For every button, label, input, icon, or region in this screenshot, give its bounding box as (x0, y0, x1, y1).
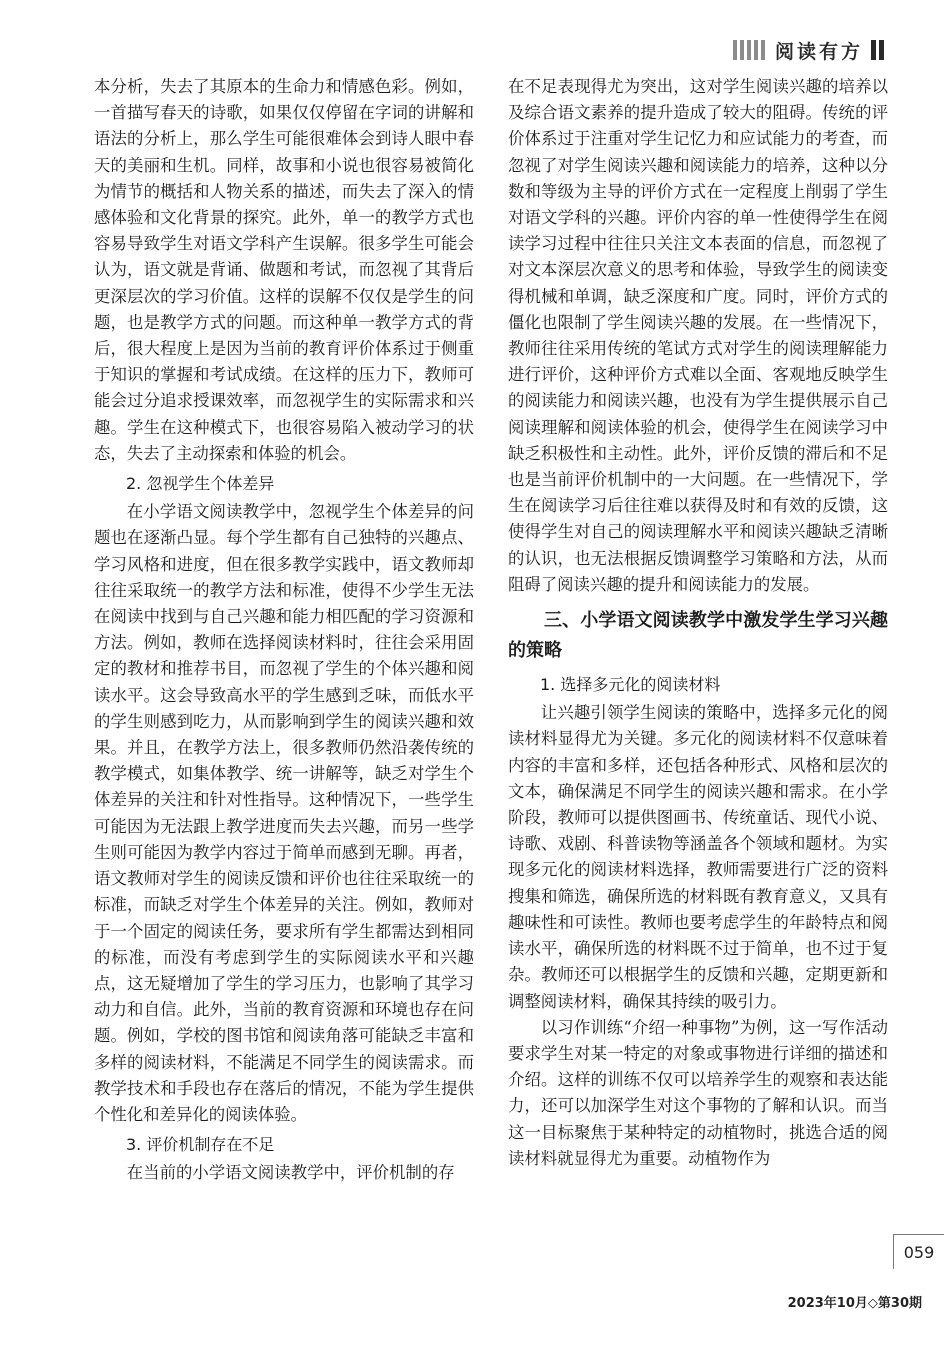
issue-info: 2023年10月◇第30期 (787, 1296, 922, 1311)
section-heading-strategies: 三、小学语文阅读教学中激发学生学习兴趣的策略 (508, 610, 888, 662)
paragraph: 让兴趣引领学生阅读的策略中，选择多元化的阅读材料显得尤为关键。多元化的阅读材料不仅意味着内容的丰富和多样，还包括各种形式、风格和层次的文本，确保满足不同学生的阅读兴趣和需求。在小学阶段，教师可以提供图画书、传统童话、现代小说、诗歌、戏剧、科普读物等涵盖各个领域和题材。为实现多元化的阅读材料选择，教师需要进行广泛的资料搜集和筛选，确保所选的材料既有教育意义，又具有趣味性和可读性。教师也要考虑学生的年龄特点和阅读水平，确保所选的材料既不过于简单，也不过于复杂。教师还可以根据学生的反馈和兴趣，定期更新和调整阅读材料，确保其持续的吸引力。 (508, 703, 888, 1011)
subheading-ignore-differences: 2. 忽视学生个体差异 (126, 474, 275, 494)
paragraph: 在小学语文阅读教学中，忽视学生个体差异的问题也在逐渐凸显。每个学生都有自己独特的兴趣点、学习风格和进度，但在很多教学实践中，语文教师却往往采取统一的教学方法和标准，使得不少学生无法在阅读中找到与自己兴趣和能力相匹配的学习资源和方法。例如，教师在选择阅读材料时，往往会采用固定的教材和推荐书目，而忽视了学生的个体兴趣和阅读水平。这会导致高水平的学生感到乏味，而低水平的学生则感到吃力，从而影响到学生的阅读兴趣和效果。并且，在教学方法上，很多教师仍然沿袭传统的教学模式，如集体教学、统一讲解等，缺乏对学生个体差异的关注和针对性指导。这种情况下，一些学生可能因为无法跟上教学进度而失去兴趣，而另一些学生则可能因为教学内容过于简单而感到无聊。再者，语文教师对学生的阅读反馈和评价也往往采取统一的标准，而缺乏对学生个体差异的关注。例如，教师对于一个固定的阅读任务，要求所有学生都需达到相同的标准，而没有考虑到学生的实际阅读水平和兴趣点，这无疑增加了学生的学习压力，也影响了其学习动力和自信。此外，当前的教育资源和环境也存在问题。例如，学校的图书馆和阅读角落可能缺乏丰富和多样的阅读材料，不能满足不同学生的阅读需求。而教学技术和手段也存在落后的情况，不能为学生提供个性化和差异化的阅读体验。 (94, 502, 474, 1124)
header-decor-end (871, 40, 884, 60)
header-decor-bars (733, 40, 765, 60)
page-number: 059 (893, 1234, 944, 1269)
subheading-evaluation: 3. 评价机制存在不足 (126, 1135, 275, 1155)
section-title: 阅读有方 (774, 40, 863, 63)
subheading-diverse-materials: 1. 选择多元化的阅读材料 (540, 675, 721, 695)
paragraph: 在当前的小学语文阅读教学中，评价机制的存 (126, 1163, 455, 1183)
running-header (733, 38, 884, 62)
paragraph: 以习作训练“介绍一种事物”为例，这一写作活动要求学生对某一特定的对象或事物进行详细的描述和介绍。这样的训练不仅可以培养学生的观察和表达能力，还可以加深学生对这个事物的了解和认识。而当这一目标聚焦于某种特定的动植物时，挑选合适的阅读材料就显得尤为重要。动植物作为 (508, 1017, 888, 1168)
paragraph: 在不足表现得尤为突出，这对学生阅读兴趣的培养以及综合语文素养的提升造成了较大的阻碍。传统的评价体系过于注重对学生记忆力和应试能力的考查，而忽视了对学生阅读兴趣和阅读能力的培养，这种以分数和等级为主导的评价方式在一定程度上削弱了学生对语文学科的兴趣。评价内容的单一性使得学生在阅读学习过程中往往只关注文本表面的信息，而忽视了对文本深层次意义的思考和体验，导致学生的阅读变得机械和单调，缺乏深度和广度。同时，评价方式的僵化也限制了学生阅读兴趣的发展。在一些情况下，教师往往采用传统的笔试方式对学生的阅读理解能力进行评价，这种评价方式难以全面、客观地反映学生的阅读能力和阅读兴趣，也没有为学生提供展示自己阅读理解和阅读体验的机会，使得学生在阅读学习中缺乏积极性和主动性。此外，评价反馈的滞后和不足也是当前评价机制中的一大问题。在一些情况下，学生在阅读学习后往往难以获得及时和有效的反馈，这使得学生对自己的阅读理解水平和阅读兴趣缺乏清晰的认识，也无法根据反馈调整学习策略和方法，从而阻碍了阅读兴趣的提升和阅读能力的发展。 (508, 77, 888, 594)
paragraph: 本分析，失去了其原本的生命力和情感色彩。例如，一首描写春天的诗歌，如果仅仅停留在字词的讲解和语法的分析上，那么学生可能很难体会到诗人眼中春天的美丽和生机。同样，故事和小说也很容易被简化为情节的概括和人物关系的描述，而失去了深入的情感体验和文化背景的探究。此外，单一的教学方式也容易导致学生对语文学科产生误解。很多学生可能会认为，语文就是背诵、做题和考试，而忽视了其背后更深层次的学习价值。这样的误解不仅仅是学生的问题，也是教学方式的问题。而这种单一教学方式的背后，很大程度上是因为当前的教育评价体系过于侧重于知识的掌握和考试成绩。在这样的压力下，教师可能会过分追求授课效率，而忽视学生的实际需求和兴趣。学生在这种模式下，也很容易陷入被动学习的状态，失去了主动探索和体验的机会。 (94, 77, 474, 463)
left-column (94, 74, 474, 1187)
right-column (508, 74, 888, 1172)
